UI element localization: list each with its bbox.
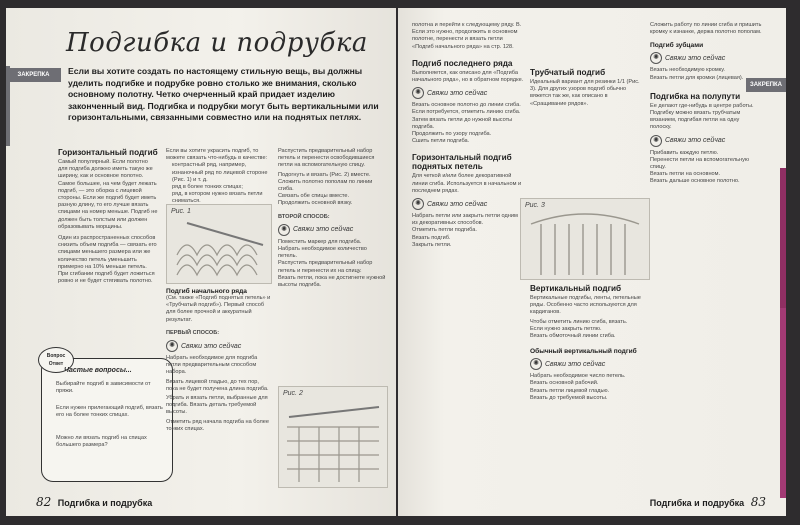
- step-item: Вязать лицевой гладью, до тех пор, пока не будет получена длина подгиба.: [166, 378, 269, 392]
- last-row-step: Сшить петли подгиба.: [412, 138, 470, 145]
- knit-it-now: ✺ Свяжи это сейчас: [530, 358, 642, 370]
- picked-up-step: Закрыть петли.: [412, 241, 452, 248]
- figure-1: [166, 204, 272, 284]
- picked-up-step: Вязать подгиб.: [412, 234, 451, 241]
- figure-2: [278, 386, 388, 488]
- yarn-ball-icon: ✺: [530, 358, 542, 370]
- decor-hem-text: Если вы хотите украсить подгиб, то можете связать что-нибудь в качестве:: [166, 148, 268, 162]
- step-item: Набрать необходимое для подгиба петли предварительным способом набора.: [166, 355, 258, 376]
- heading-half-hem: Подгибка на полупути: [650, 91, 741, 101]
- heading-vertical-hem: Вертикальный подгиб: [530, 284, 622, 293]
- footer-title: Подгибка и подрубка: [649, 498, 745, 508]
- faq-item: Можно ли вязать подгиб на спицах большего размера?: [56, 435, 147, 449]
- tubular-hem-text: Идеальный вариант для резинки 1/1 (Рис. 3). Для других узоров подгиб обычно вяжется так же, как описано в «Сращивание рядов».: [530, 79, 640, 107]
- horizontal-hem-text-2: Один из распространенных способов снизить объем подгиба — связать его спицами меньшего размера или же количество петель уменьшить примерно на 10% меньше петель. При сгибании подгиб будет ложиться ровно и не будет стягивать полотно.: [58, 235, 157, 285]
- knit-it-now: ✺ Свяжи это сейчас: [166, 340, 271, 352]
- left-column-1: [58, 148, 158, 285]
- right-column-1: [412, 22, 524, 249]
- vertical-step: Если нужно закрыть петлю.: [530, 325, 602, 332]
- page-title: Подгибка и подрубка: [66, 28, 368, 58]
- col3-step: Подогнуть и вязать (Рис. 2) вместе.: [278, 171, 371, 178]
- left-footer: [36, 495, 152, 509]
- col3-top-text: Сложить работу по линии сгиба и пришить кромку к изнанке, держа полотно пополам.: [650, 22, 762, 36]
- knit-it-now: ✺ Свяжи это сейчас: [412, 198, 524, 210]
- faq-item: Если нужен прилегающий подгиб, вязать его на более тонких спицах.: [56, 405, 163, 419]
- right-column-2b: [530, 284, 642, 402]
- col3-step: Продолжить основной вязку.: [278, 200, 353, 207]
- knit-it-now: ✺ Свяжи это сейчас: [412, 87, 524, 99]
- yarn-ball-icon: ✺: [650, 135, 662, 147]
- right-column-2: [530, 22, 642, 108]
- yarn-ball-icon: ✺: [650, 52, 662, 64]
- picked-up-text: Для четкой и/или более декоративной линии сгиба. Используется в начальном и последнем рядах.: [412, 173, 522, 194]
- ordinary-vertical-step: Вязать петли лицевой гладью.: [530, 387, 610, 394]
- figure-3: [520, 198, 650, 280]
- knitting-illustration: [167, 205, 271, 283]
- last-row-text: Выполняется, как описано для «Подгиба начального ряда», но в обратном порядке.: [412, 69, 524, 84]
- picked-up-step: Отметить петли подгиба.: [412, 227, 477, 234]
- figure-1-label: Рис. 1: [171, 208, 191, 215]
- half-hem-step: Вязать петли на основном.: [650, 171, 721, 178]
- decor-hem-item: контрастный ряд, например, изнаночный ряд по лицевой стороне (Рис. 1) и т. д.: [172, 162, 268, 183]
- first-row-hem-text: (См. также «Подгиб поднятых петель» и «Трубчатый подгиб»). Первый способ для более прочной и аккуратный результат.: [166, 295, 271, 323]
- intro-paragraph: Если вы хотите создать по настоящему стильную вещь, вы должны уделить подгибке и подрубке ровно столько же внимания, сколько основному полотну. Четко очерченный край придает изделию законченный вид. Подгибка и подрубки могут быть вертикальными или горизонтальными, связанными совместно или на поднятых петлях.: [68, 66, 379, 122]
- figure-2-label: Рис. 2: [283, 390, 303, 397]
- right-column-3: [650, 22, 762, 186]
- yarn-ball-icon: ✺: [412, 198, 424, 210]
- decor-hem-item: ряд, в котором нужно вязать петли сниматься.: [172, 191, 263, 205]
- decor-hem-item: ряд в более тонких спицах;: [172, 184, 243, 191]
- heading-horizontal-hem: Горизонтальный подгиб: [58, 148, 158, 157]
- last-row-step: Вязать основное полотно до линии сгиба.: [412, 102, 521, 109]
- vertical-step: Чтобы отметить линию сгиба, вязать.: [530, 318, 628, 325]
- faq-bubble: [41, 353, 173, 482]
- last-row-step: Продолжить по узору подгиба.: [412, 131, 492, 138]
- page-number: 82: [36, 495, 52, 509]
- figure-3-label: Рис. 3: [525, 202, 545, 209]
- col3-step2: Распустить предварительный набор петель и перенести их на спицу.: [278, 260, 373, 274]
- half-hem-step: Прибавить каждую петлю.: [650, 149, 719, 156]
- vertical-hem-text: Вертикальные подгибы, ленты, петельные ряды. Особенно часто используются для кардиганов.: [530, 295, 641, 316]
- faq-title: Частые вопросы...: [64, 367, 132, 374]
- heading-picked-up-hem: Горизонтальный подгиб поднятых петель: [412, 153, 512, 172]
- col3-step: Сложить полотно пополам по линии сгиба.: [278, 178, 373, 193]
- half-hem-text: Ее делают где-нибудь в центре работы. Подгибку можно вязать трубчатым вязанием, подгибая петли на одну полоску.: [650, 102, 754, 131]
- vertical-step: Вязать обмоточный линии сгиба.: [530, 333, 616, 340]
- col1-top-text: полотна и перейти к следующему ряду. В. Если это нужно, продолжить в основном полотне, перенести и вязать петли «Подгиб начального ряда» на стр. 128.: [412, 22, 522, 50]
- horizontal-hem-text: Самый популярный. Если полотно для подгиба должно иметь такую же ширину, как и основное полотно. Самое большее, на чем будет лежать подгиб, — это оборка с лицевой стороны. Если же подгиб будет иметь разную длину, то его лучше вязать спицами на номер меньше. Подгиб не должен быть толстым или должен образовывать морщины.: [58, 159, 158, 230]
- knit-it-now: ✺ Свяжи это сейчас: [650, 135, 762, 147]
- heading-tubular-hem: Трубчатый подгиб: [530, 68, 606, 77]
- heading-ordinary-vertical-hem: Обычный вертикальный подгиб: [530, 348, 637, 356]
- col3-step: Связать обе спицы вместе.: [278, 193, 350, 200]
- right-page: [398, 8, 786, 516]
- rib-illustration: [521, 199, 649, 279]
- last-row-step: Если потребуется, отметить линию сгиба. Затем вязать петли до нужной высоты подгиба.: [412, 109, 521, 130]
- heading-first-row-hem: Подгиб начального ряда: [166, 288, 247, 295]
- knitting-illustration: [279, 387, 387, 487]
- left-column-2: [166, 148, 271, 206]
- right-accent-stripe-2: [780, 308, 786, 498]
- heading-picot-hem: Подгиб зубцами: [650, 42, 704, 50]
- faq-item: Выбирайте подгиб в зависимости от пряжи.: [56, 381, 151, 395]
- knit-it-now: ✺ Свяжи это сейчас: [278, 224, 386, 236]
- col3-step2: Набрать необходимое количество петель.: [278, 246, 367, 260]
- yarn-ball-icon: ✺: [278, 224, 290, 236]
- right-side-tab: ЗАКРЕПКА: [746, 78, 786, 92]
- heading-last-row-hem: Подгиб последнего ряда: [412, 58, 513, 68]
- yarn-ball-icon: ✺: [166, 340, 178, 352]
- left-column-2b: [166, 288, 271, 433]
- method-2-label: ВТОРОЙ СПОСОБ:: [278, 213, 330, 220]
- left-accent-stripe: [6, 66, 10, 146]
- footer-title: Подгибка и подрубка: [57, 498, 153, 508]
- step-item: Отметить ряд начала подгиба на более тонких спицах.: [166, 418, 269, 432]
- picot-step: Вязать петли для кромки (лицевая).: [650, 74, 744, 81]
- left-side-tab: ЗАКРЕПКА: [6, 68, 61, 82]
- ordinary-vertical-step: Вязать до требуемой высоты.: [530, 394, 608, 401]
- picot-step: Вязать необходимую кромку.: [650, 67, 725, 74]
- picked-up-step: Набрать петли или закрыть петли одним из декоративных способов.: [412, 213, 518, 227]
- yarn-ball-icon: ✺: [412, 87, 424, 99]
- col3-step2: Поместить маркер для подгиба.: [278, 238, 362, 245]
- col3-intro: Распустить предварительный набор петель и перенести освободившиеся петли на вспомогательную спицу.: [278, 148, 375, 169]
- page-number: 83: [750, 495, 766, 509]
- col3-step2: Вязать петли, пока не достигнете нужной высоты подгиба.: [278, 274, 386, 289]
- right-accent-stripe: [780, 168, 786, 308]
- method-1-label: ПЕРВЫЙ СПОСОБ:: [166, 329, 220, 336]
- faq-badge: Вопрос Ответ: [38, 347, 74, 373]
- right-footer: [650, 495, 766, 509]
- knit-it-now: ✺ Свяжи это сейчас: [650, 52, 762, 64]
- ordinary-vertical-step: Вязать основной рабочий.: [530, 380, 599, 387]
- step-item: Убрать и вязать петли, выбранные для подгиба. Вязать деталь требуемой высоты.: [166, 395, 268, 416]
- ordinary-vertical-step: Набрать необходимое число петель.: [530, 373, 626, 380]
- left-page: [6, 8, 396, 516]
- half-hem-step: Вязать дальше основное полотно.: [650, 178, 740, 185]
- left-column-3: [278, 148, 386, 289]
- half-hem-step: Перенести петли на вспомогательную спицу.: [650, 156, 750, 171]
